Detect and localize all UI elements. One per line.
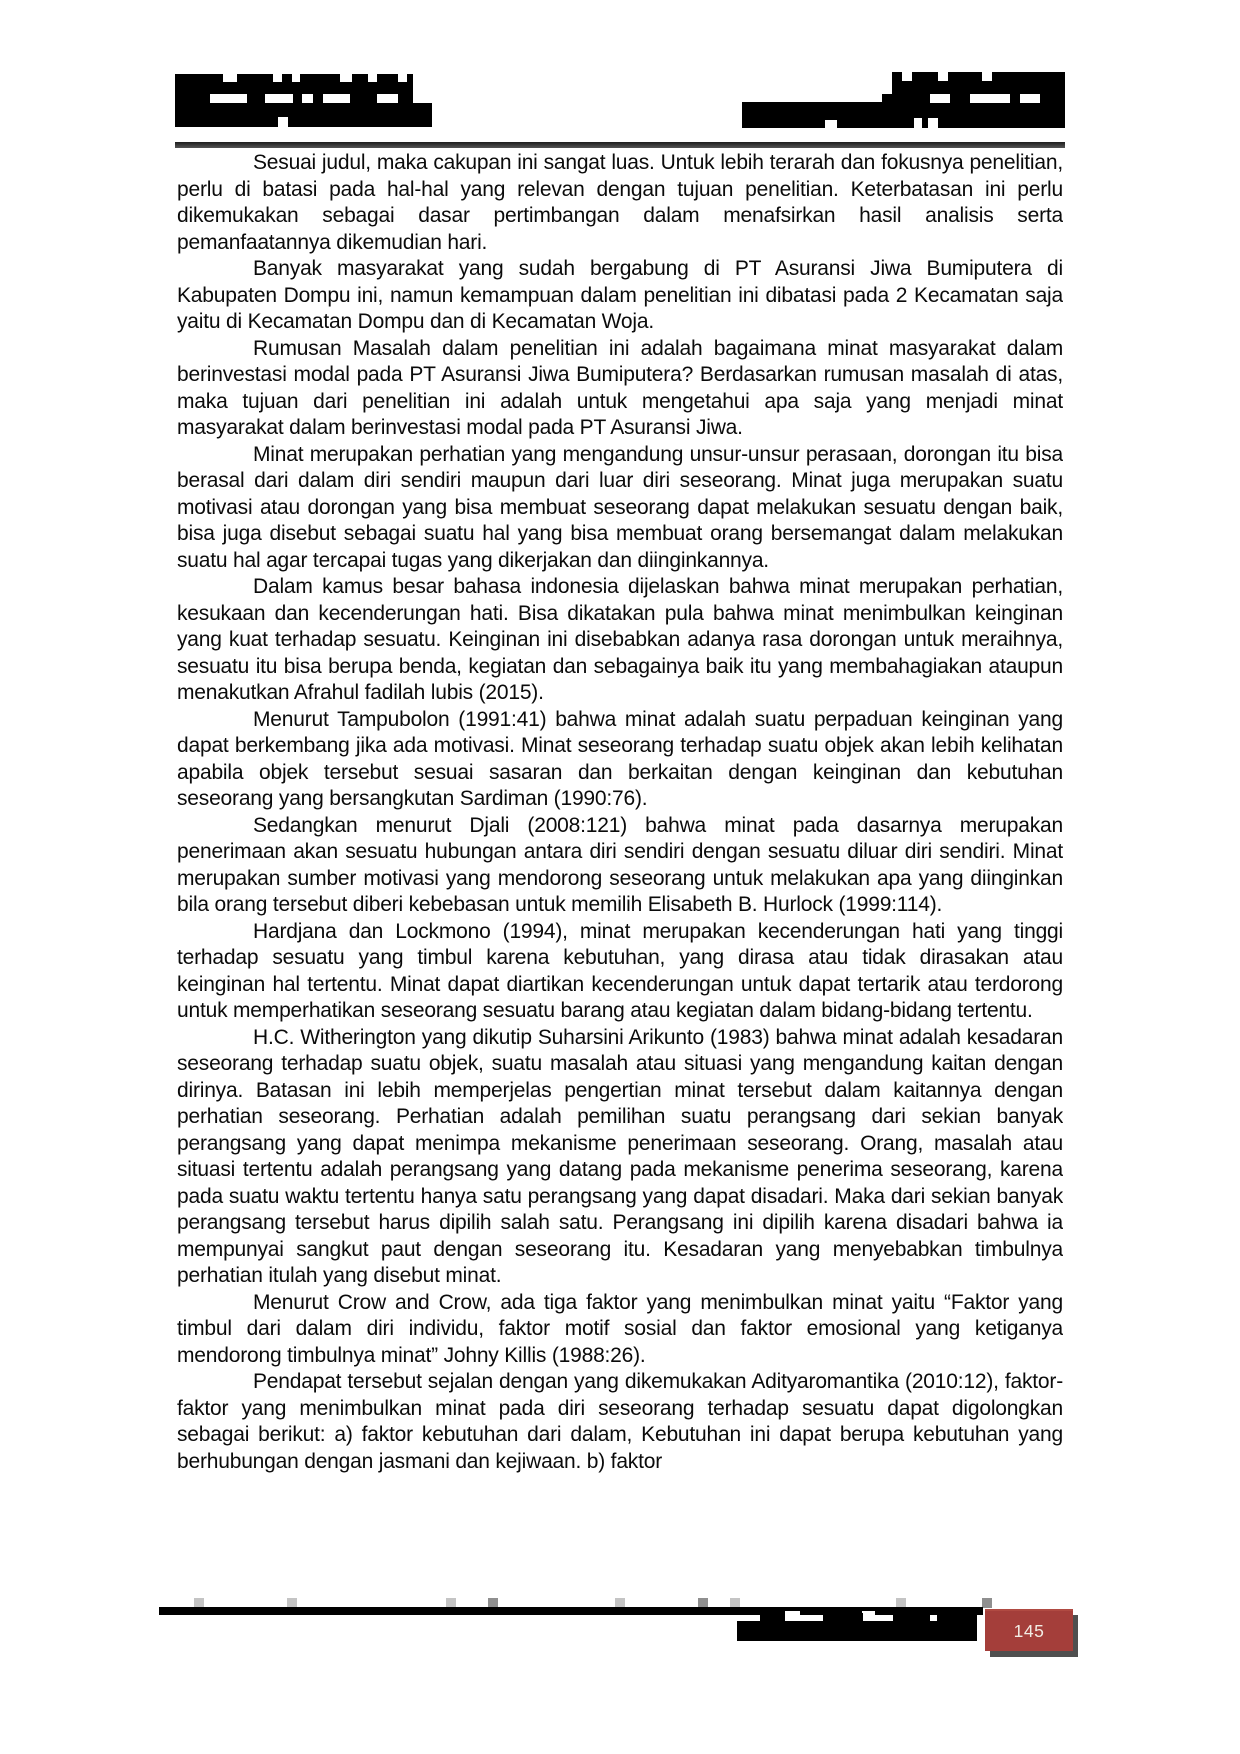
body-paragraph: Menurut Tampubolon (1991:41) bahwa minat adalah suatu perpaduan keinginan yang dapat berkembang jika ada motivasi. Minat seseorang terhadap suatu objek akan lebih kelihatan apabila objek tersebut sesuai sasaran dan berkaitan dengan keinginan dan kebutuhan seseorang yang bersangkutan Sardiman (1990:76). (177, 707, 1063, 810)
redacted-header-block-left (175, 72, 432, 128)
body-paragraph: Rumusan Masalah dalam penelitian ini adalah bagaimana minat masyarakat dalam berinvestasi modal pada PT Asuransi Jiwa Bumiputera? Berdasarkan rumusan masalah di atas, maka tujuan dari penelitian ini adalah untuk mengetahui apa saja yang menjadi minat masyarakat dalam berinvestasi modal pada PT Asuransi Jiwa. (177, 336, 1063, 439)
footer-bar-notch (862, 1611, 875, 1615)
body-paragraph: Hardjana dan Lockmono (1994), minat merupakan kecenderungan hati yang tinggi terhadap sesuatu yang timbul karena kebutuhan, yang dirasa atau tidak dirasakan atau keinginan hal tertentu. Minat dapat diartikan kecenderungan untuk dapat tertarik atau terdorong untuk memperhatikan seseorang sesuatu barang atau kegiatan dalam bidang-bidang tertentu. (177, 919, 1063, 1022)
body-paragraph: Sesuai judul, maka cakupan ini sangat luas. Untuk lebih terarah dan fokusnya penelitian, perlu di batasi pada hal-hal yang relevan dengan tujuan penelitian. Keterbatasan ini perlu dikemukakan sebagai dasar pertimbangan dalam menafsirkan hasil analisis serta pemanfaatannya dikemudian hari. (177, 151, 1063, 254)
page-number-badge (985, 1609, 1073, 1651)
scan-artifact-tick (982, 1598, 992, 1608)
body-paragraph: Sedangkan menurut Djali (2008:121) bahwa minat pada dasarnya merupakan penerimaan akan sesuatu hubungan antara diri sendiri dengan sesuatu diluar diri sendiri. Minat merupakan sumber motivasi yang mendorong seseorang untuk melakukan apa yang diinginkan bila orang tersebut diberi kebebasan untuk memilih Elisabeth B. Hurlock (1999:114). (177, 813, 1063, 916)
redacted-header-block-right (742, 72, 1065, 128)
body-paragraph: Dalam kamus besar bahasa indonesia dijelaskan bahwa minat merupakan perhatian, kesukaan dan kecenderungan hati. Bisa dikatakan pula bahwa minat menimbulkan keinginan yang kuat terhadap sesuatu. Keinginan ini disebabkan adanya rasa dorongan untuk meraihnya, sesuatu itu bisa berupa benda, kegiatan dan sebagainya baik itu yang membahagiakan ataupun menakutkan Afrahul fadilah lubis (2015). (177, 575, 1063, 704)
body-paragraph: Menurut Crow and Crow, ada tiga faktor yang menimbulkan minat yaitu “Faktor yang timbul dari dalam diri individu, faktor motif sosial dan faktor emosional yang ketiganya mendorong timbulnya minat” Johny Killis (1988:26). (177, 1290, 1063, 1367)
body-paragraph: Minat merupakan perhatian yang mengandung unsur-unsur perasaan, dorongan itu bisa berasal dari dalam diri sendiri maupun dari luar diri seseorang. Minat juga merupakan suatu motivasi atau dorongan yang bisa membuat seseorang dapat melakukan sesuatu dengan baik, bisa juga disebut sebagai suatu hal yang bisa membuat orang bersemangat dalam melakukan suatu hal agar tercapai tugas yang dikerjakan dan diinginkannya. (177, 442, 1063, 572)
body-paragraph: Banyak masyarakat yang sudah bergabung di PT Asuransi Jiwa Bumiputera di Kabupaten Dompu ini, namun kemampuan dalam penelitian ini dibatasi pada 2 Kecamatan saja yaitu di Kecamatan Dompu dan di Kecamatan Woja. (177, 257, 1063, 333)
body-text (177, 150, 1063, 1608)
redacted-footer-block (737, 1621, 977, 1641)
body-paragraph: H.C. Witherington yang dikutip Suharsini Arikunto (1983) bahwa minat adalah kesadaran seseorang terhadap suatu objek, suatu masalah atau situasi yang mengandung kaitan dengan dirinya. Batasan ini lebih memperjelas pengertian minat tersebut dalam kaitannya dengan perhatian seseorang. Perhatian adalah pemilihan suatu perangsang dari sekian banyak perangsang yang dapat menimpa mekanisme penerimaan seseorang. Orang, masalah atau situasi tertentu adalah perangsang yang datang pada mekanisme penerima seseorang, karena pada suatu waktu tertentu hanya satu perangsang yang dapat disadari. Maka dari sekian banyak perangsang tersebut harus dipilih salah satu. Perangsang ini dipilih karena disadari bahwa ia mempunyai sangkut paut dengan seseorang itu. Kesadaran yang menyebabkan timbulnya perhatian itulah yang disebut minat. (177, 1025, 1063, 1287)
body-paragraph: Pendapat tersebut sejalan dengan yang dikemukakan Adityaromantika (2010:12), faktor-faktor yang menimbulkan minat pada diri seseorang terhadap sesuatu dapat digolongkan sebagai berikut: a) faktor kebutuhan dari dalam, Kebutuhan ini dapat berupa kebutuhan yang berhubungan dengan jasmani dan kejiwaan. b) faktor (177, 1370, 1063, 1473)
footer-bar-notch (785, 1611, 800, 1615)
header-rule (175, 142, 1065, 148)
page-number: 145 (1013, 1620, 1045, 1641)
